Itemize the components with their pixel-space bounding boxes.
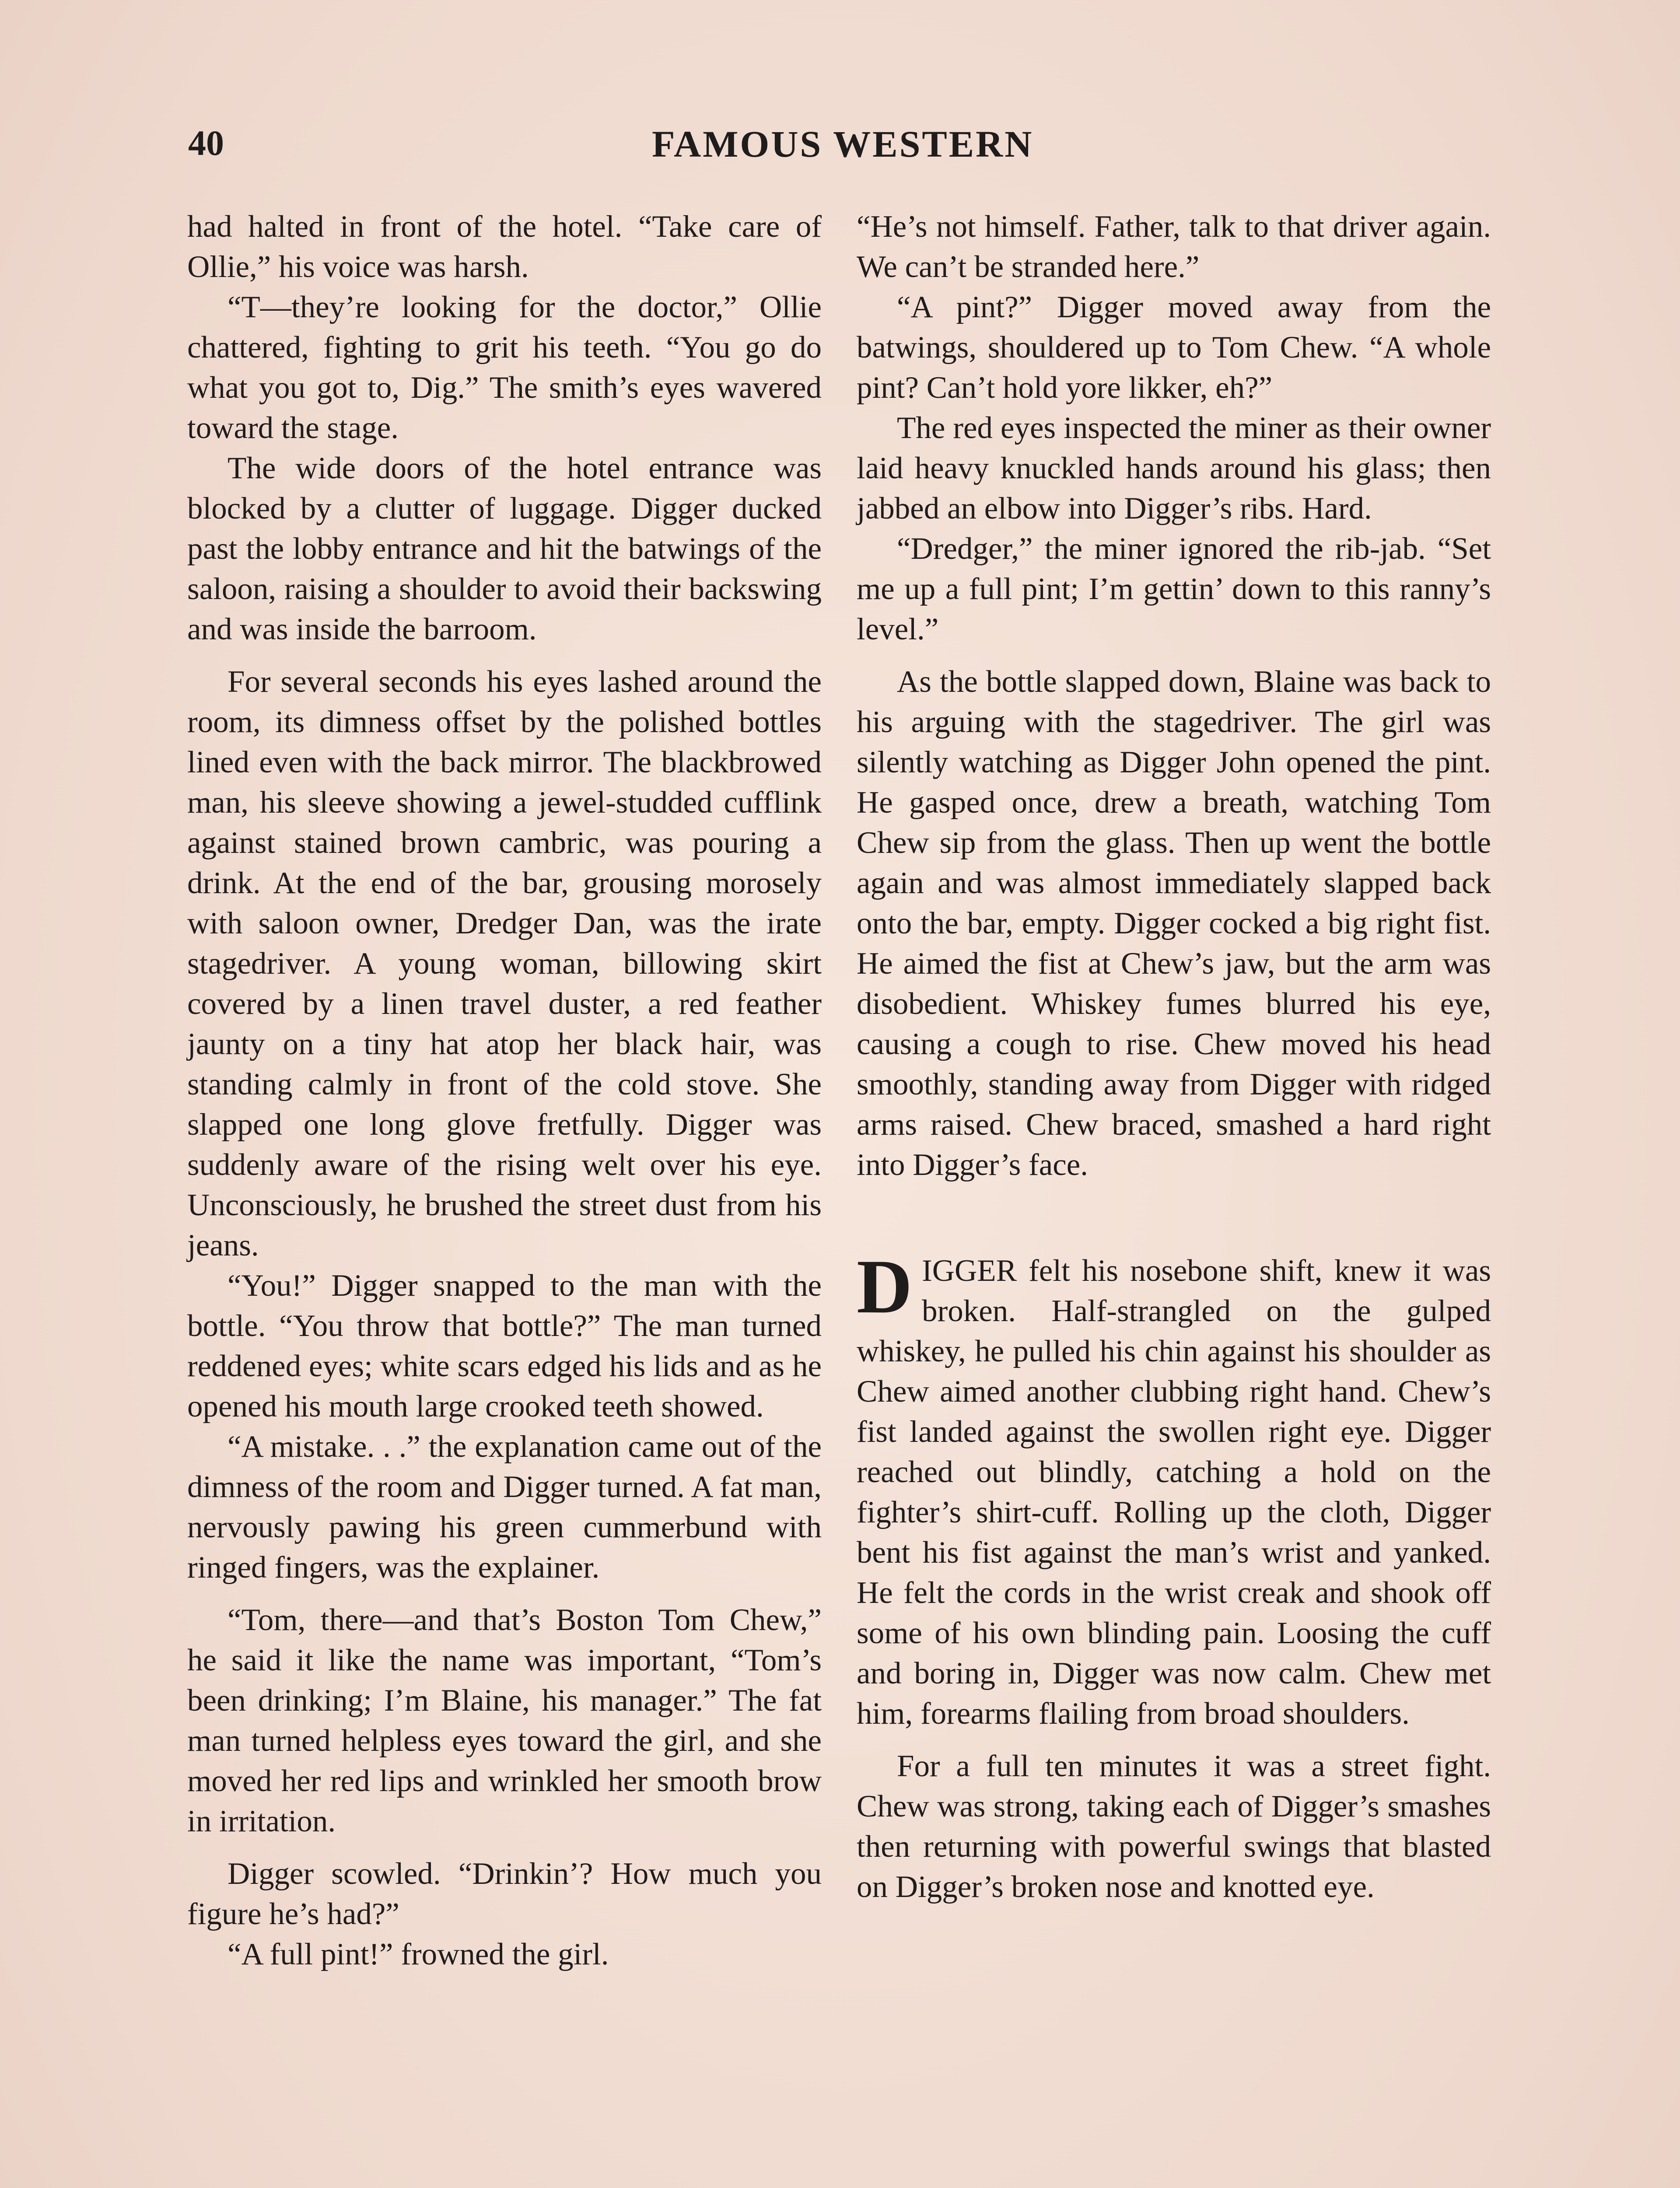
- paragraph: Digger scowled. “Drinkin’? How much you figure he’s had?”: [187, 1857, 822, 1931]
- running-title: FAMOUS WESTERN: [652, 123, 1034, 165]
- paragraph: As the bottle slapped down, Blaine was back to his arguing with the stagedriver. The girl was silently watching as Digger John opened the pint. He gasped once, drew a breath, watching Tom Chew sip from the glass. Then up went the bottle again and was almost immediately slapped back onto the bar, empty. Digger cocked a big right fist. He aimed the fist at Chew’s jaw, but the arm was disobedient. Whiskey fumes blurred his eye, causing a cough to rise. Chew moved his head smoothly, standing away from Digger with ridged arms raised. Chew braced, smashed a hard right into Digger’s face.: [857, 665, 1491, 1182]
- paragraph: had halted in front of the hotel. “Take care of Ollie,” his voice was harsh.: [187, 210, 822, 284]
- paragraph: “A full pint!” frowned the girl.: [228, 1937, 609, 1971]
- paragraph: “T—they’re looking for the doctor,” Ollie chattered, fighting to grit his teeth. “You go do what you got to, Dig.” The smith’s eyes wavered toward the stage.: [187, 290, 822, 445]
- paragraph: For a full ten minutes it was a street fight. Chew was strong, taking each of Digger’s smashes then returning with powerful swings that blasted on Digger’s broken nose and knotted eye.: [857, 1749, 1491, 1904]
- drop-cap: D: [857, 1244, 913, 1329]
- paragraph: The wide doors of the hotel entrance was blocked by a clutter of luggage. Digger ducked past the lobby entrance and hit the batwings of the saloon, raising a shoulder to avoid their backswing and was inside the barroom.: [187, 451, 822, 646]
- page-number: 40: [188, 123, 224, 163]
- paragraph: “He’s not himself. Father, talk to that driver again. We can’t be stranded here.”: [857, 210, 1491, 284]
- left-column: [187, 207, 822, 1974]
- paragraph: “A mistake. . .” the explanation came out of the dimness of the room and Digger turned. A fat man, nervously pawing his green cummerbund with ringed fingers, was the explainer.: [187, 1430, 822, 1585]
- paragraph: “Dredger,” the miner ignored the rib-jab. “Set me up a full pint; I’m gettin’ down to this ranny’s level.”: [857, 532, 1491, 646]
- paragraph: “Tom, there—and that’s Boston Tom Chew,” he said it like the name was important, “Tom’s been drinking; I’m Blaine, his manager.” The fat man turned helpless eyes toward the girl, and she moved her red lips and wrinkled her smooth brow in irritation.: [187, 1603, 822, 1838]
- section-text: IGGER felt his nosebone shift, knew it was broken. Half-strangled on the gulped whiskey, he pulled his chin against his shoulder as Chew aimed another clubbing right hand. Chew’s fist landed against the swollen right eye. Digger reached out blindly, catching a hold on the fighter’s shirt-cuff. Rolling up the cloth, Digger bent his fist against the man’s wrist and yanked. He felt the cords in the wrist creak and shook off some of his own blinding pain. Loosing the cuff and boring in, Digger was now calm. Chew met him, forearms flailing from broad shoulders.: [857, 1254, 1491, 1731]
- paragraph: For several seconds his eyes lashed around the room, its dimness offset by the polished bottles lined even with the back mirror. The blackbrowed man, his sleeve showing a jewel-studded cufflink against stained brown cambric, was pouring a drink. At the end of the bar, grousing morosely with saloon owner, Dredger Dan, was the irate stagedriver. A young woman, billowing skirt covered by a linen travel duster, a red feather jaunty on a tiny hat atop her black hair, was standing calmly in front of the cold stove. She slapped one long glove fretfully. Digger was suddenly aware of the rising welt over his eye. Unconsciously, he brushed the street dust from his jeans.: [187, 665, 822, 1262]
- paragraph: “A pint?” Digger moved away from the batwings, shouldered up to Tom Chew. “A whole pint? Can’t hold yore likker, eh?”: [857, 290, 1491, 405]
- right-column: [857, 207, 1491, 1907]
- paragraph: The red eyes inspected the miner as their owner laid heavy knuckled hands around his glass; then jabbed an elbow into Digger’s ribs. Hard.: [857, 411, 1491, 526]
- paragraph: “You!” Digger snapped to the man with the bottle. “You throw that bottle?” The man turned reddened eyes; white scars edged his lids and as he opened his mouth large crooked teeth showed.: [187, 1269, 822, 1424]
- section-paragraph: [857, 1244, 1491, 1734]
